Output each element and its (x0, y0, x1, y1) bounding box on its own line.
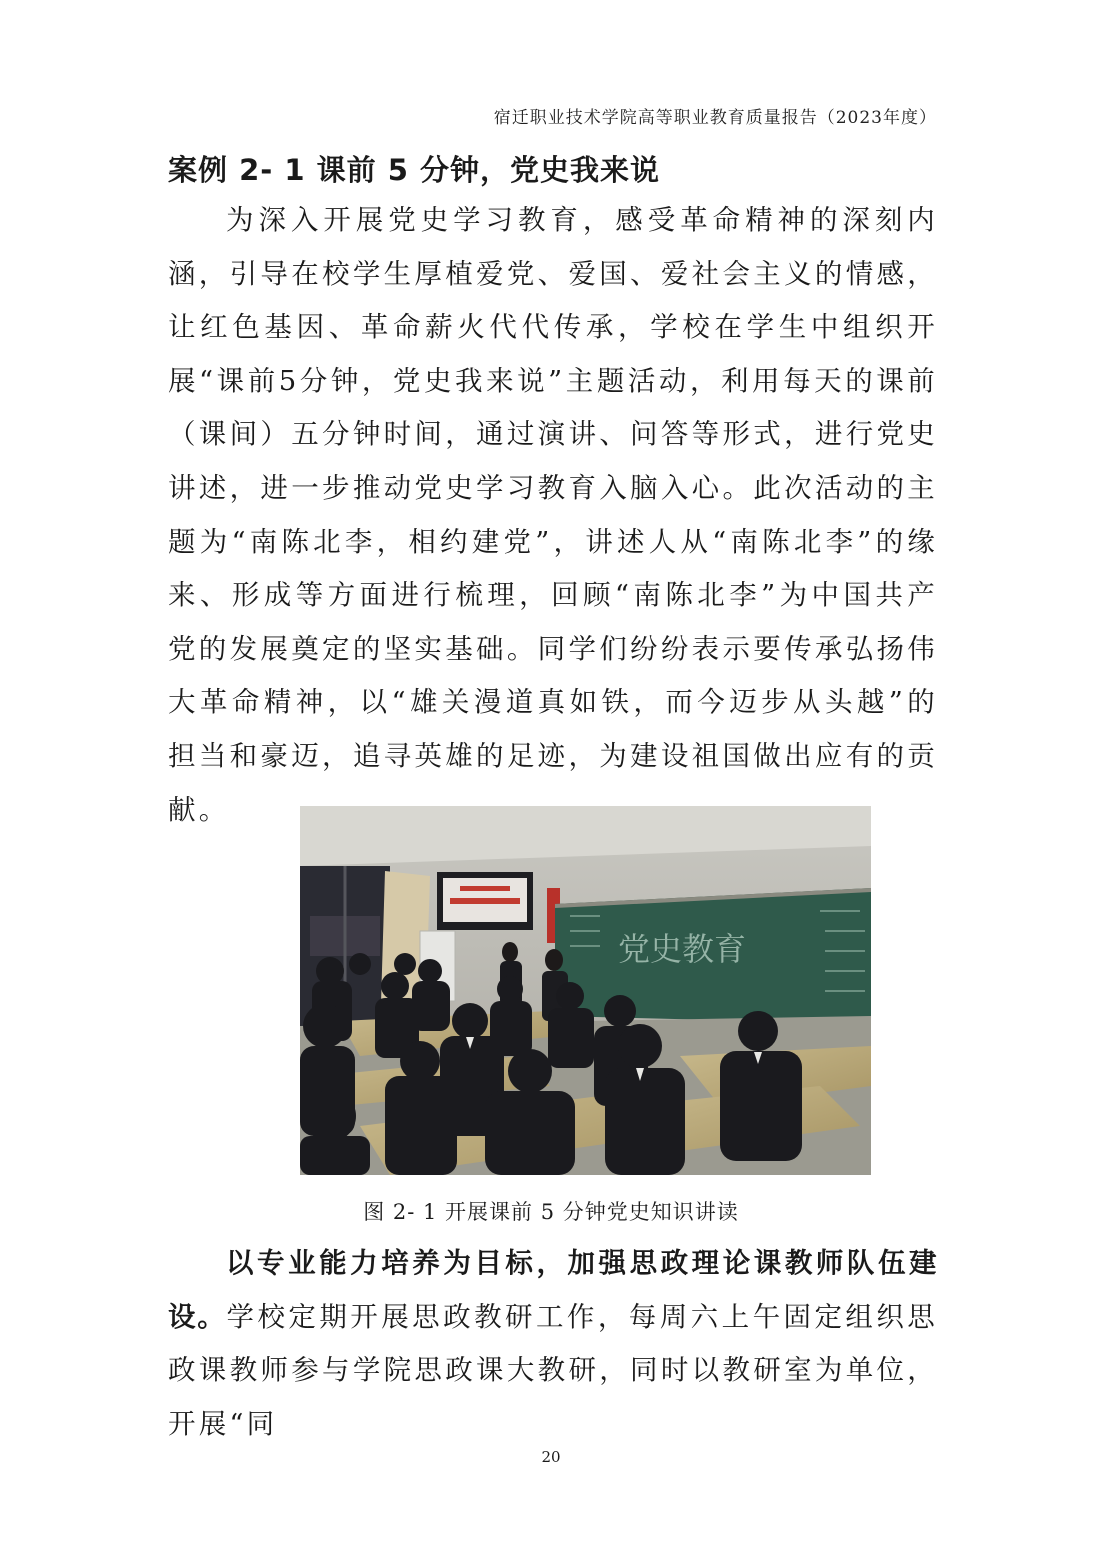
section-text: 学校定期开展思政教研工作，每周六上午固定组织思政课教师参与学院思政课大教研，同时以教研室为单位，开展“同 (168, 1300, 938, 1440)
case-paragraph: 为深入开展党史学习教育，感受革命精神的深刻内涵，引导在校学生厚植爱党、爱国、爱社会主义的情感，让红色基因、革命薪火代代传承，学校在学生中组织开展“课前5分钟，党史我来说”主题活动，利用每天的课前（课间）五分钟时间，通过演讲、问答等形式，进行党史讲述，进一步推动党史学习教育入脑入心。此次活动的主题为“南陈北李，相约建党”，讲述人从“南陈北李”的缘来、形成等方面进行梳理，回顾“南陈北李”为中国共产党的发展奠定的坚实基础。同学们纷纷表示要传承弘扬伟大革命精神，以“雄关漫道真如铁，而今迈步从头越”的担当和豪迈，追寻英雄的足迹，为建设祖国做出应有的贡献。 (168, 204, 938, 826)
section-paragraph (168, 1237, 938, 1451)
page-number: 20 (541, 1448, 561, 1466)
section-lead: 以专业能力培养为目标，加强思政理论课教师队伍建设。 (168, 1247, 938, 1333)
figure-caption: 图 2- 1 开展课前 5 分钟党史知识讲读 (363, 1200, 739, 1224)
case-title: 案例 2- 1 课前 5 分钟，党史我来说 (168, 153, 661, 187)
blackboard-text: 党史教育 (618, 930, 747, 968)
classroom-photo (300, 806, 871, 1175)
report-header: 宿迁职业技术学院高等职业教育质量报告（2023年度） (493, 108, 937, 128)
